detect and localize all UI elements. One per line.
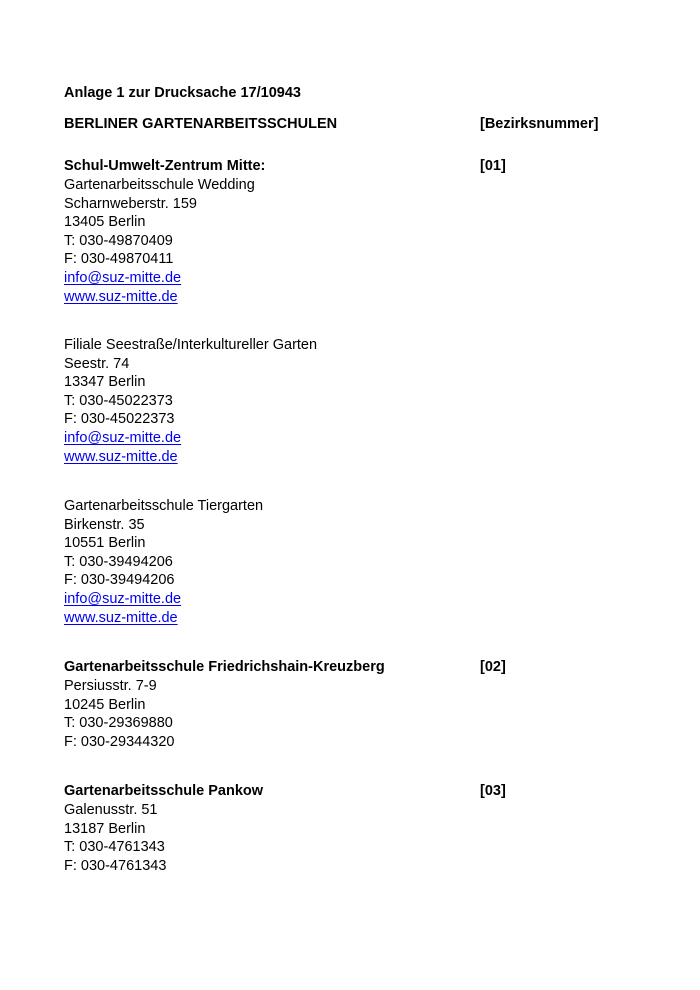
website-link[interactable]: www.suz-mitte.de [64, 609, 178, 626]
entry-name: Gartenarbeitsschule Tiergarten [64, 498, 264, 514]
address-line: Birkenstr. 35 [64, 516, 145, 533]
district-number: [02] [480, 659, 506, 675]
address-block [64, 677, 174, 751]
entry-name: Filiale Seestraße/Interkultureller Garten [64, 337, 318, 353]
district-number: [03] [480, 783, 506, 799]
district-column-label: [Bezirksnummer] [480, 116, 599, 132]
fax-line: F: 030-45022373 [64, 411, 175, 428]
address-block [64, 336, 317, 466]
entry-name: Gartenarbeitsschule Friedrichshain-Kreuzberg [64, 659, 385, 675]
annex-heading: Anlage 1 zur Drucksache 17/10943 [64, 85, 301, 101]
email-link[interactable]: info@suz-mitte.de [64, 590, 182, 607]
entry-name: Gartenarbeitsschule Pankow [64, 783, 264, 799]
address-block [64, 176, 255, 306]
address-line: Scharnweberstr. 159 [64, 195, 197, 212]
address-line: 13187 Berlin [64, 820, 146, 837]
address-block [64, 801, 166, 875]
phone-line: T: 030-4761343 [64, 839, 165, 856]
website-link[interactable]: www.suz-mitte.de [64, 288, 178, 305]
document-title: BERLINER GARTENARBEITSSCHULEN [64, 116, 338, 132]
fax-line: F: 030-49870411 [64, 251, 174, 268]
phone-line: T: 030-39494206 [64, 553, 173, 570]
fax-line: F: 030-4761343 [64, 857, 167, 874]
phone-line: T: 030-45022373 [64, 392, 173, 409]
address-line: 13405 Berlin [64, 214, 146, 231]
address-line: Persiusstr. 7-9 [64, 678, 157, 694]
email-link[interactable]: info@suz-mitte.de [64, 269, 182, 286]
address-line: 10245 Berlin [64, 696, 146, 713]
fax-line: F: 030-39494206 [64, 572, 175, 589]
entry-name: Schul-Umwelt-Zentrum Mitte: [64, 158, 266, 174]
fax-line: F: 030-29344320 [64, 733, 175, 750]
phone-line: T: 030-29369880 [64, 715, 173, 732]
district-number: [01] [480, 158, 506, 174]
address-line: Galenusstr. 51 [64, 802, 158, 818]
address-line: Gartenarbeitsschule Wedding [64, 177, 255, 193]
address-line: Seestr. 74 [64, 355, 130, 372]
address-block [64, 497, 263, 627]
phone-line: T: 030-49870409 [64, 232, 173, 249]
email-link[interactable]: info@suz-mitte.de [64, 429, 182, 446]
address-line: 10551 Berlin [64, 535, 146, 552]
address-line: 13347 Berlin [64, 374, 146, 391]
website-link[interactable]: www.suz-mitte.de [64, 448, 178, 465]
